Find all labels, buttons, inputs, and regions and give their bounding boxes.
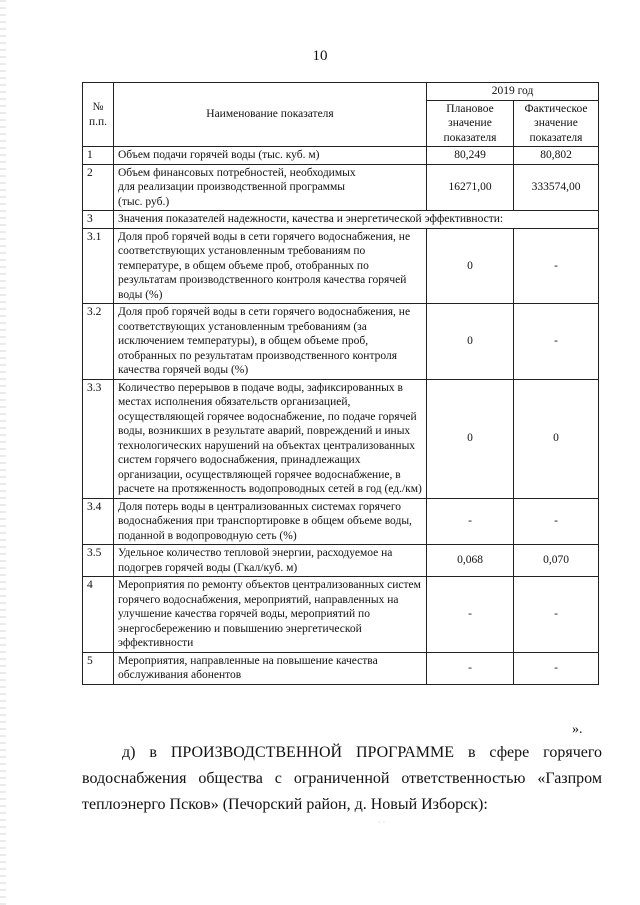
- closing-quote: ».: [572, 722, 583, 737]
- row-number: 3.2: [83, 304, 114, 380]
- row-plan-value: 16271,00: [427, 164, 514, 211]
- scan-speck: · ·: [378, 818, 386, 827]
- table-row: [83, 164, 599, 211]
- row-indicator-name: Мероприятия, направленные на повышение качества обслуживания абонентов: [114, 652, 427, 684]
- row-number: 3.5: [83, 545, 114, 577]
- row-plan-value: 0,068: [427, 545, 514, 577]
- header-row-year: [83, 83, 599, 101]
- row-fact-value: 0,070: [514, 545, 599, 577]
- header-num: № п.п.: [83, 83, 114, 147]
- row-number: 3.4: [83, 498, 114, 545]
- table-row: [83, 147, 599, 165]
- row-indicator-name: Количество перерывов в подаче воды, зафиксированных в местах исполнения обязательств организацией, осуществляющей горячее водоснабжение, по подаче горячей воды, возникших в результате аварий, повреждений и иных технологических нарушений на объектах централизованных систем горячего водоснабжения, принадлежащих организации, осуществляющей горячее водоснабжение, в расчете на протяженность водопроводных сетей в год (ед./км): [114, 379, 427, 498]
- row-indicator-name: Удельное количество тепловой энергии, расходуемое на подогрев горячей воды (Гкал/куб. м): [114, 545, 427, 577]
- row-plan-value: 0: [427, 304, 514, 380]
- table-row: [83, 211, 599, 229]
- row-plan-value: -: [427, 498, 514, 545]
- row-number: 3: [83, 211, 114, 229]
- row-fact-value: -: [514, 577, 599, 653]
- row-fact-value: 80,802: [514, 147, 599, 165]
- row-number: 2: [83, 164, 114, 211]
- row-number: 3.3: [83, 379, 114, 498]
- row-plan-value: 80,249: [427, 147, 514, 165]
- body-paragraph: [82, 740, 602, 818]
- row-indicator-name: Значения показателей надежности, качества и энергетической эффективности:: [114, 211, 599, 229]
- row-indicator-name: Доля проб горячей воды в сети горячего водоснабжения, не соответствующих установленным требованиям (за исключением температуры), в общем объеме проб, отобранных по результатам производственного контроля качества горячей воды (%): [114, 304, 427, 380]
- header-fact: Фактическое значение показателя: [514, 100, 599, 147]
- row-indicator-name: Объем подачи горячей воды (тыс. куб. м): [114, 147, 427, 165]
- paragraph-text: д) в ПРОИЗВОДСТВЕННОЙ ПРОГРАММЕ в сфере горячего водоснабжения общества с ограниченной ответственностью «Газпром теплоэнерго Псков» (Печорский район, д. Новый Изборск):: [82, 744, 602, 813]
- row-indicator-name: Доля проб горячей воды в сети горячего водоснабжения, не соответствующих установленным требованиям по температуре, в общем объеме проб, отобранных по результатам производственного контроля качества горячей воды (%): [114, 228, 427, 304]
- row-fact-value: -: [514, 652, 599, 684]
- table-row: [83, 228, 599, 304]
- row-fact-value: -: [514, 304, 599, 380]
- row-number: 4: [83, 577, 114, 653]
- row-indicator-name: Объем финансовых потребностей, необходимых для реализации производственной программы (тыс. руб.): [114, 164, 427, 211]
- row-plan-value: -: [427, 652, 514, 684]
- row-number: 1: [83, 147, 114, 165]
- header-plan: Плановое значение показателя: [427, 100, 514, 147]
- row-fact-value: -: [514, 498, 599, 545]
- row-number: 5: [83, 652, 114, 684]
- table-row: [83, 577, 599, 653]
- row-fact-value: 0: [514, 379, 599, 498]
- scan-edge-artifact: [0, 0, 6, 905]
- row-number: 3.1: [83, 228, 114, 304]
- row-fact-value: -: [514, 228, 599, 304]
- row-plan-value: 0: [427, 379, 514, 498]
- table-row: [83, 545, 599, 577]
- indicators-table: [82, 82, 599, 685]
- table-row: [83, 379, 599, 498]
- page-number: 10: [312, 48, 328, 64]
- header-year: 2019 год: [427, 83, 599, 101]
- table-row: [83, 652, 599, 684]
- table-row: [83, 304, 599, 380]
- row-plan-value: -: [427, 577, 514, 653]
- row-indicator-name: Доля потерь воды в централизованных системах горячего водоснабжения при транспортировке в общем объеме воды, поданной в водопроводную сеть (%): [114, 498, 427, 545]
- row-indicator-name: Мероприятия по ремонту объектов централизованных систем горячего водоснабжения, мероприятий, направленных на улучшение качества горячей воды, мероприятий по энергосбережению и повышению энергетической эффективности: [114, 577, 427, 653]
- header-name: Наименование показателя: [114, 83, 427, 147]
- row-fact-value: 333574,00: [514, 164, 599, 211]
- table-row: [83, 498, 599, 545]
- row-plan-value: 0: [427, 228, 514, 304]
